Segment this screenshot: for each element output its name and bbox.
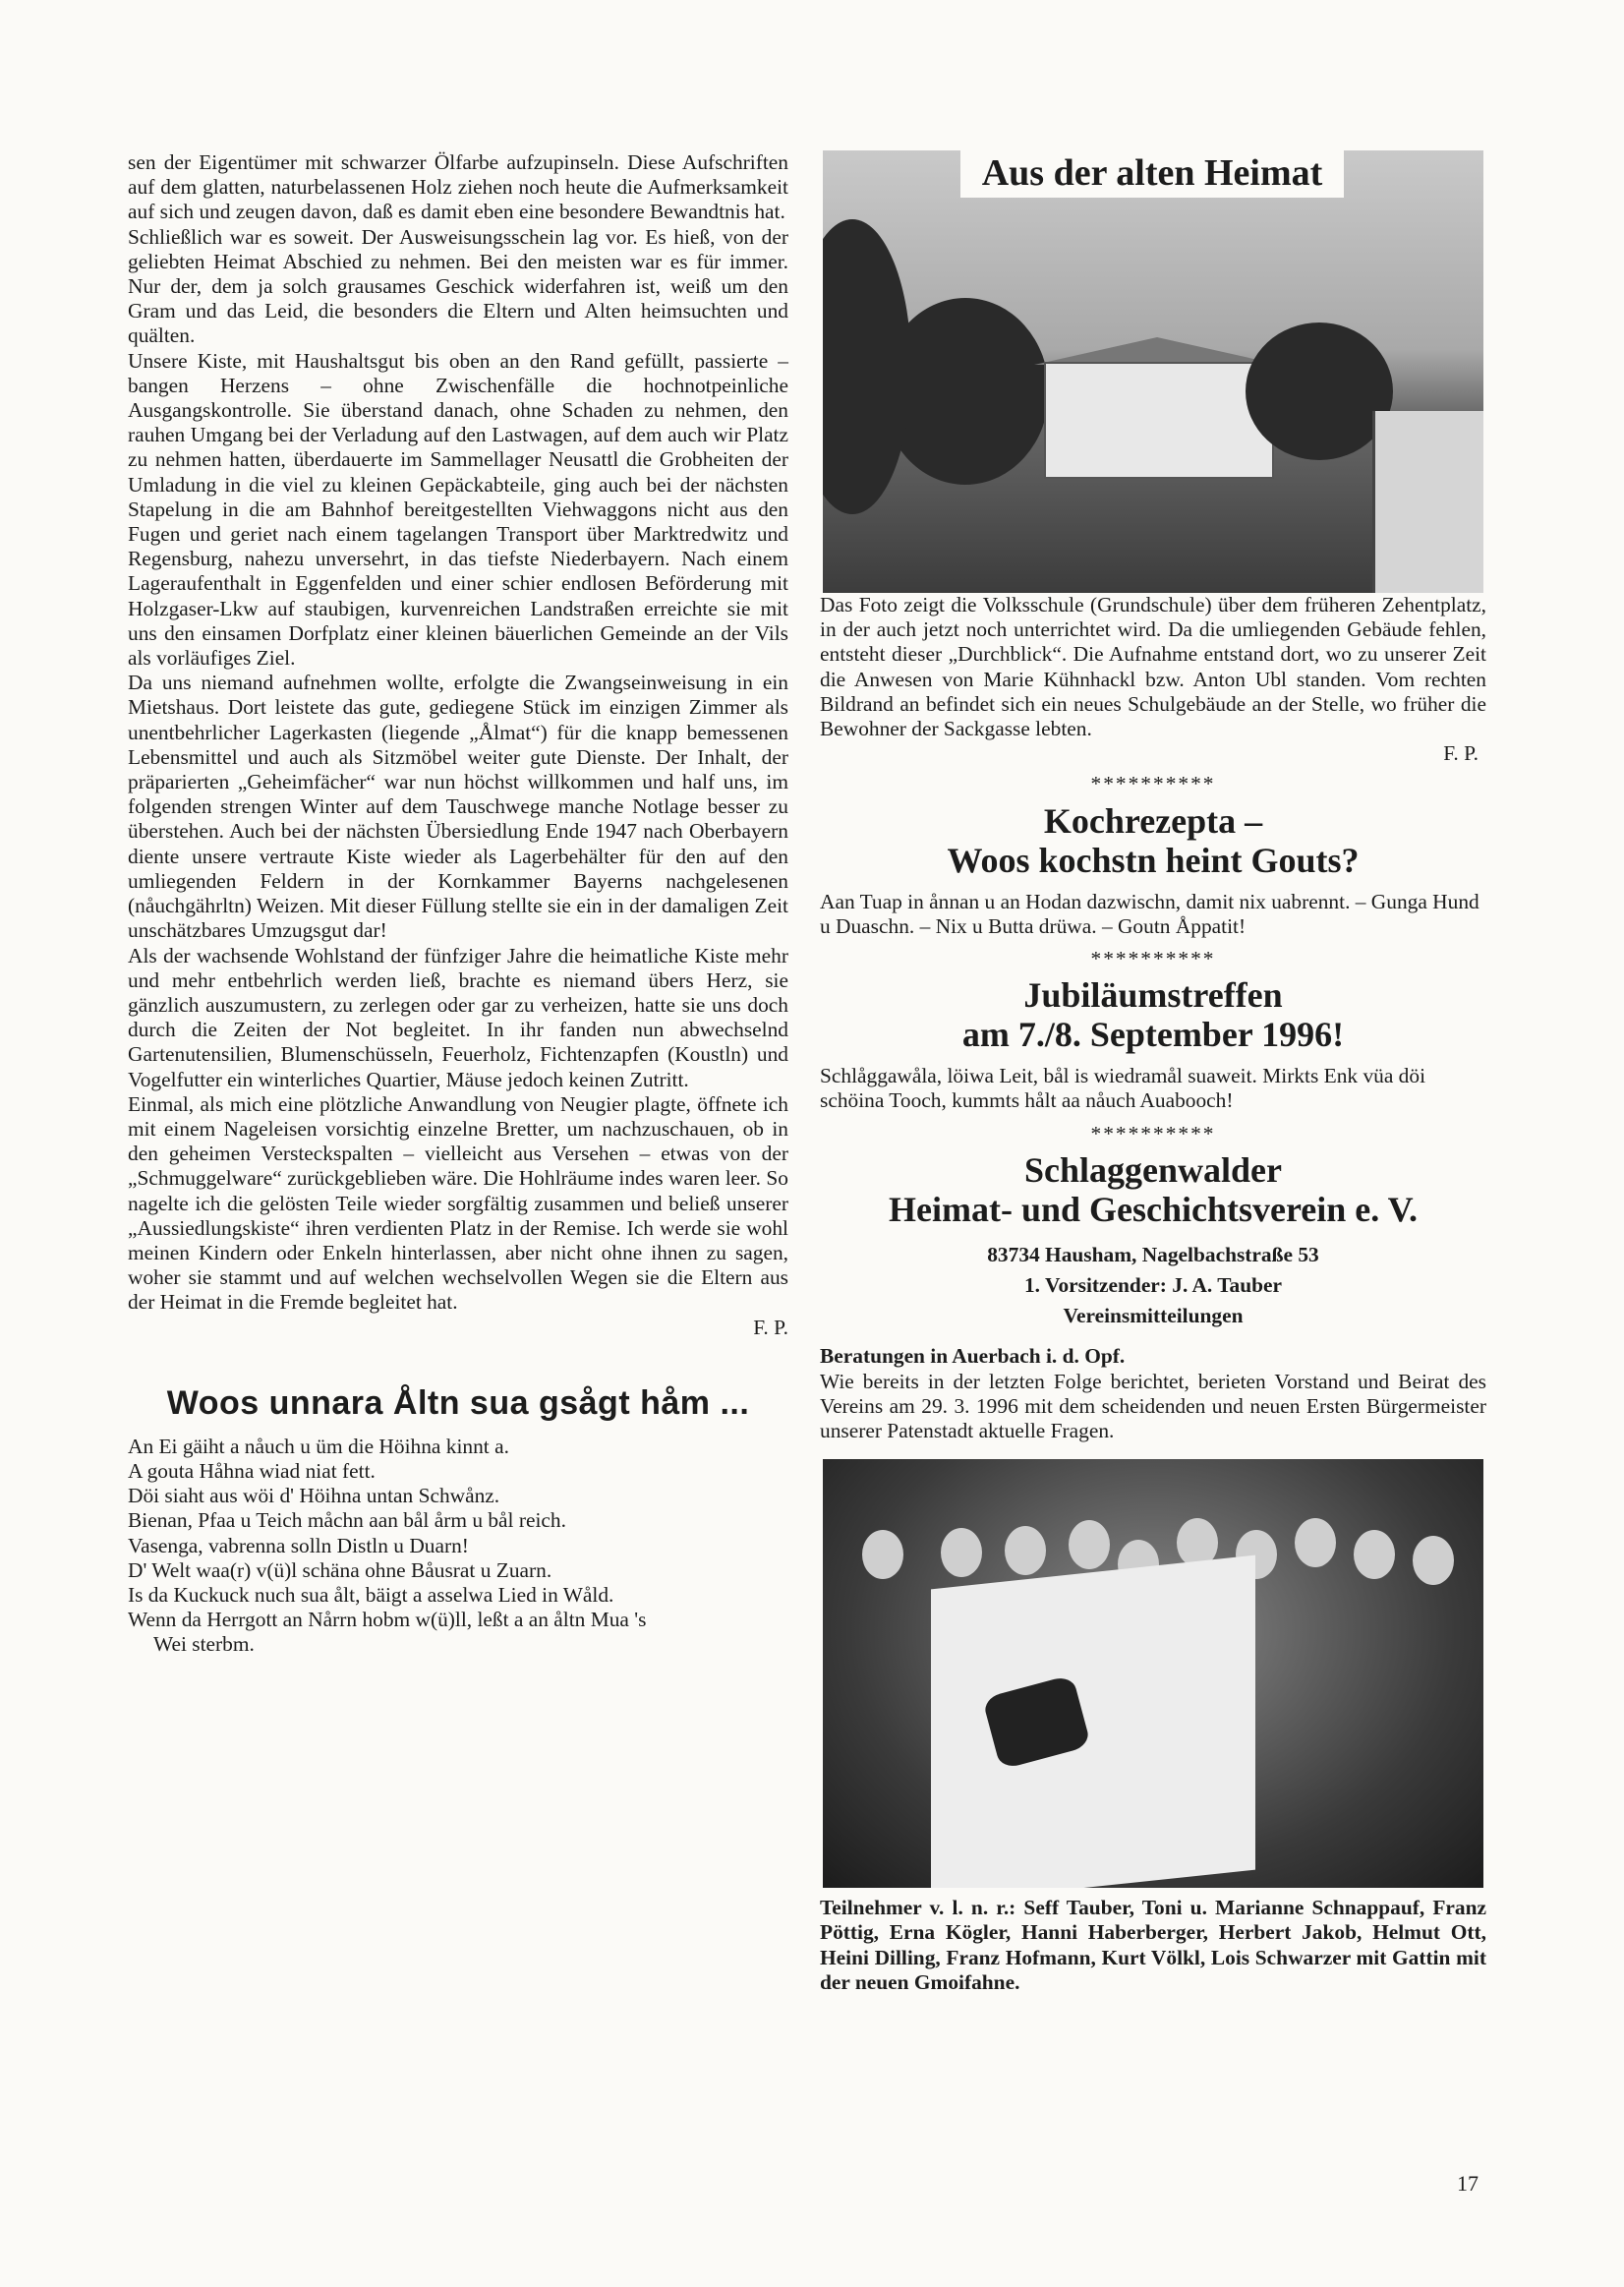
article-paragraph: Schließlich war es soweit. Der Ausweisungsschein lag vor. Es hieß, von der geliebten Heimat Abschied zu nehmen. Bei den meisten war es für immer. Nur der, dem ja solch grausames Geschick widerfahren ist, weiß um den Gram und das Leid, die besonders die Eltern und Alten heimsuchten und quälten. <box>128 224 788 348</box>
caption-signature-line <box>820 741 1486 766</box>
group-photo <box>823 1459 1483 1888</box>
article-signature: F. P. <box>753 1315 788 1339</box>
article-paragraph: sen der Eigentümer mit schwarzer Ölfarbe aufzupinseln. Diese Aufschriften auf dem glatten, naturbelassenen Holz ziehen noch heute die Aufmerksamkeit auf sich und zeugen davon, daß es damit eben eine besondere Bewandtnis hat. <box>128 150 788 224</box>
page-number: 17 <box>1457 2171 1479 2196</box>
building-roof <box>1034 337 1280 365</box>
jubilee-title <box>820 975 1486 1054</box>
poem-line: Bienan, Pfaa u Teich måchn aan bål årm u bål reich. <box>128 1508 566 1533</box>
poem-line: Döi siaht aus wöi d' Höihna untan Schwånz. <box>128 1484 500 1508</box>
school-building <box>1044 362 1274 479</box>
photo-title-box <box>960 150 1344 198</box>
person-shape <box>1354 1530 1395 1579</box>
verein-title-line: Schlaggenwalder <box>1023 1149 1282 1190</box>
separator-stars: ********** <box>1090 772 1216 796</box>
photo-caption: Das Foto zeigt die Volksschule (Grundschule) über dem früheren Zehentplatz, in der auch jetzt noch unterrichtet wird. Da die umliegenden Gebäude fehlen, entsteht dieser „Durchblick“. Die Aufnahme entstand dort, wo zu unserer Zeit die Anwesen von Marie Kühnhackl bzw. Anton Ubl standen. Vom rechten Bildrand an befindet sich ein neues Schulgebäude an der Stelle, wo früher die Bewohner der Sackgasse lebten. <box>820 593 1486 741</box>
person-shape <box>862 1530 903 1579</box>
verein-chair: 1. Vorsitzender: J. A. Tauber <box>1023 1273 1283 1298</box>
poem-line: An Ei gäiht a nåuch u üm die Höihna kinnt a. <box>128 1434 509 1458</box>
poem-line: Wenn da Herrgott an Nårrn hobm w(ü)ll, leßt a an åltn Mua 's <box>128 1608 647 1632</box>
poem-line: Is da Kuckuck nuch sua ålt, bäigt a asselwa Lied in Wåld. <box>128 1582 614 1607</box>
recipe-title <box>820 801 1486 880</box>
verein-title <box>820 1150 1486 1229</box>
poem-title: Woos unnara Åltn sua gsågt håm ... <box>166 1383 750 1422</box>
group-photo-caption: Teilnehmer v. l. n. r.: Seff Tauber, Toni u. Marianne Schnappauf, Franz Pöttig, Erna Kögler, Hanni Haberberger, Herbert Jakob, Helmut Ott, Heini Dilling, Franz Hofmann, Kurt Völkl, Lois Schwarzer mit Gattin mit der neuen Gmoifahne. <box>820 1896 1486 1994</box>
left-column <box>128 150 788 1658</box>
photo-title: Aus der alten Heimat <box>981 152 1323 195</box>
article-paragraph: Als der wachsende Wohlstand der fünfziger Jahre die heimatliche Kiste mehr und mehr entbehrlich werden ließ, brachte es niemand übers Herz, sie gänzlich auszumustern, zu zerlegen oder gar zu verheizen, hatte sie uns doch durch die Zeiten der Not begleitet. In ihr fanden nun abwechselnd Gartenutensilien, Blumenschüsseln, Feuerholz, Fichtenzapfen (Koustln) und Vogelfutter ein winterliches Quartier, Mäuse jedoch keinen Zutritt. <box>128 943 788 1091</box>
recipe-text: Aan Tuap in ånnan u an Hodan dazwischn, damit nix uabrennt. – Gunga Hund u Duaschn. – Nix u Butta drüwa. – Goutn Åppatit! <box>820 889 1479 938</box>
right-column <box>820 150 1486 1995</box>
beratung-title: Beratungen in Auerbach i. d. Opf. <box>820 1344 1126 1369</box>
person-shape <box>1295 1518 1336 1567</box>
poem-line: A gouta Håhna wiad niat fett. <box>128 1458 376 1483</box>
person-shape <box>1005 1526 1046 1575</box>
recipe-title-line: Kochrezepta – <box>1043 800 1263 841</box>
poem-line: Vasenga, vabrenna solln Distln u Duarn! <box>128 1533 469 1557</box>
separator-stars: ********** <box>1090 1121 1216 1145</box>
poem <box>128 1435 788 1658</box>
beratung-text: Wie bereits in der letzten Folge berichtet, berieten Vorstand und Beirat des Vereins am 29. 3. 1996 mit dem scheidenden und neuen Ersten Bürgermeister unserer Patenstadt aktuelle Fragen. <box>820 1369 1486 1443</box>
signature-line <box>128 1316 788 1340</box>
flag-shape <box>931 1555 1255 1888</box>
verein-title-line: Heimat- und Geschichtsverein e. V. <box>889 1189 1418 1229</box>
tree-shape <box>1246 323 1393 460</box>
caption-signature: F. P. <box>1443 741 1479 766</box>
house-shape <box>1372 411 1483 593</box>
school-photo <box>823 150 1483 593</box>
poem-line: D' Welt waa(r) v(ü)l schäna ohne Båusrat u Zuarn. <box>128 1557 552 1582</box>
verein-address: 83734 Hausham, Nagelbachstraße 53 <box>987 1242 1319 1266</box>
jubilee-text: Schlåggawåla, löiwa Leit, bål is wiedramål suaweit. Mirkts Enk vüa döi schöina Tooch, kummts hålt aa nåuch Auabooch! <box>820 1064 1426 1113</box>
article-paragraph: Unsere Kiste, mit Haushaltsgut bis oben an den Rand gefüllt, passierte – bangen Herzens – ohne Zwischenfälle die hochnotpeinliche Ausgangskontrolle. Sie überstand danach, ohne Schaden zu nehmen, den rauhen Umgang bei der Verladung auf den Lastwagen, auf dem auch wir Platz zu nehmen hatten, überdauerte im Sammellager Neusattl die Grobheiten der Umladung in die viel zu kleinen Gepäckabteile, ging auch bei der nächsten Stapelung in die am Bahnhof bereitgestellten Viehwaggons nicht aus den Fugen und geriet nach einem tagelangen Transport über Marktredwitz und Regensburg, nahezu unversehrt, in das tiefste Niederbayern. Nach einem Lageraufenthalt in Eggenfelden und einer schier endlosen Beförderung mit Holzgaser-Lkw auf staubigen, kurvenreichen Landstraßen erreichte sie mit uns den einsamen Dorfplatz einer kleinen bäuerlichen Gemeinde an der Vils als vorläufiges Ziel. <box>128 348 788 671</box>
article-paragraph: Einmal, als mich eine plötzliche Anwandlung von Neugier plagte, öffnete ich mit einem Nageleisen vorsichtig einzelne Bretter, um nachzuschauen, ob in den geheimen Versteckspalten – vielleicht aus Versehen – etwas von der „Schmuggelware“ zurückgeblieben wäre. Die Hohlräume indes waren leer. So nagelte ich die gelösten Teile wieder sorgfältig zusammen und beließ unserer „Aussiedlungskiste“ ihren verdienten Platz in der Remise. Ich werde sie wohl meinen Kindern oder Enkeln hinterlassen, aber nicht ohne ihnen zu sagen, woher sie stammt und auf welchen wechselvollen Wegen sie die Eltern aus der Heimat in die Fremde begleitet hat. <box>128 1091 788 1315</box>
separator-stars: ********** <box>1090 947 1216 971</box>
jubilee-title-line: Jubiläumstreffen <box>1023 975 1283 1016</box>
person-shape <box>1413 1536 1454 1585</box>
poem-line: Wei sterbm. <box>153 1632 255 1657</box>
tree-shape <box>823 219 911 514</box>
person-shape <box>941 1528 982 1577</box>
verein-section: Vereinsmitteilungen <box>1063 1304 1244 1328</box>
article-paragraph: Da uns niemand aufnehmen wollte, erfolgte die Zwangseinweisung in ein Mietshaus. Dort leistete das gute, gediegene Stück im einzigen Zimmer als unentbehrlicher Lagerkasten (liegende „Ålmat“) für die knapp bemessenen Lebensmittel und auch als Sitzmöbel weiter gute Dienste. Der Inhalt, der präparierten „Geheimfächer“ war nun höchst willkommen und half uns, im folgenden strengen Winter auf dem Tauschwege manche Notlage besser zu überstehen. Auch bei der nächsten Übersiedlung Ende 1947 nach Oberbayern diente unsere vertraute Kiste wieder als Lagerbehälter für den auf den umliegenden Feldern in der Kornkammer Bayerns nachgelesenen (nåuchgährltn) Weizen. Mit dieser Füllung stellte sie ein in der damaligen Zeit unschätzbares Umzugsgut dar! <box>128 671 788 943</box>
recipe-title-line: Woos kochstn heint Gouts? <box>947 840 1360 880</box>
jubilee-title-line: am 7./8. September 1996! <box>961 1015 1345 1055</box>
person-shape <box>1069 1520 1110 1569</box>
